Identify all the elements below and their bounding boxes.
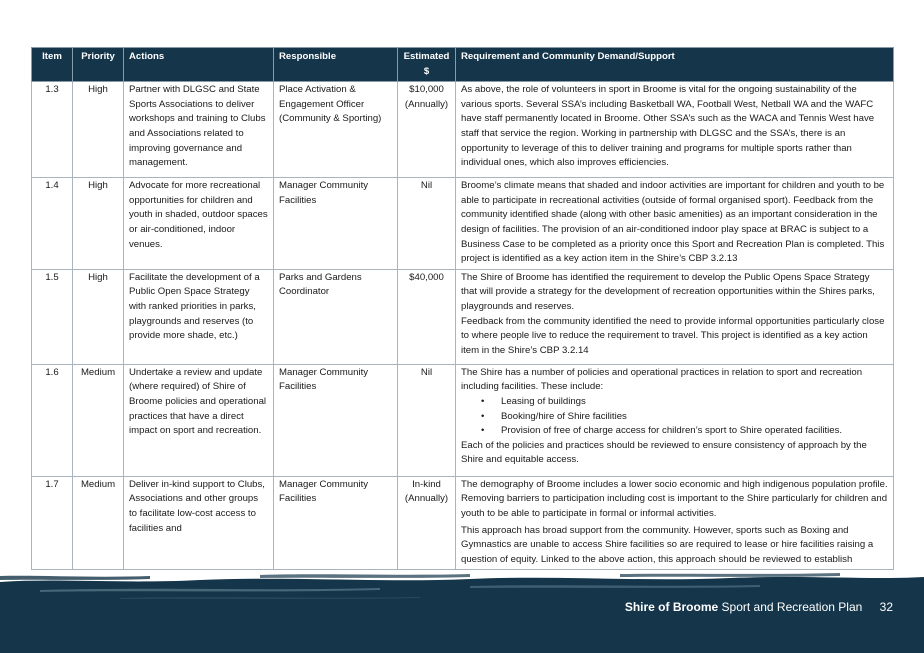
header-requirement: Requirement and Community Demand/Support <box>456 48 894 82</box>
cell-item: 1.3 <box>32 82 73 178</box>
list-item: • Provision of free of charge access for children’s sport to Shire operated facilities. <box>461 424 888 439</box>
header-priority: Priority <box>73 48 124 82</box>
cell-requirement: As above, the role of volunteers in sport in Broome is vital for the ongoing sustainability of the various sports. Several SSA’s including Basketball WA, Football West, Netball WA and the WAFC have staff permanently located in Broome. Other SSA’s such as the WACA and Tennis West have staff that service the region. Working in partnership with DLGSC and the SSA’s, there is an opportunity to leverage of this to deliver training and programs for multiple sports rather than individual ones, which also improves efficiencies. <box>456 82 894 178</box>
action-plan-table <box>31 47 894 570</box>
cell-requirement: Broome’s climate means that shaded and indoor activities are important for children and youth to be able to participate in recreational activities (outside of formal organised sport). Feedback from the community identified shade (along with other basic amenities) as an important consideration in the design of facilities. The provision of an air-conditioned indoor play space at BRAC is subject to a Business Case to be completed as a priority once this Sport and Recreation Plan is completed. This project is identified as a key action item in the Shire’s CBP 3.2.13 <box>456 178 894 270</box>
cell-requirement <box>456 269 894 364</box>
table-row <box>32 364 894 476</box>
requirement-intro: The Shire has a number of policies and operational practices in relation to sport and recreation including facilities. These include: <box>461 366 863 393</box>
footer-org-name: Shire of Broome <box>624 600 719 614</box>
footer-plan-title: Sport and Recreation Plan <box>721 600 863 614</box>
cell-item: 1.6 <box>32 364 73 476</box>
cell-estimated: $10,000 (Annually) <box>398 82 456 178</box>
cell-actions: Partner with DLGSC and State Sports Associations to deliver workshops and training to Clubs and Associations related to improving governance and management. <box>124 82 274 178</box>
cell-priority: Medium <box>73 364 124 476</box>
cell-item: 1.5 <box>32 269 73 364</box>
cell-responsible: Parks and Gardens Coordinator <box>274 269 398 364</box>
cell-estimated: Nil <box>398 364 456 476</box>
cell-actions: Facilitate the development of a Public Open Space Strategy with ranked priorities in parks, playgrounds and reserves (to provide more shade, etc.) <box>124 269 274 364</box>
header-estimated: Estimated $ <box>398 48 456 82</box>
page-number: 32 <box>879 600 893 614</box>
cell-item: 1.7 <box>32 476 73 570</box>
cell-requirement <box>456 364 894 476</box>
cell-responsible: Manager Community Facilities <box>274 364 398 476</box>
requirement-paragraph: This approach has broad support from the community. However, sports such as Boxing and Gymnastics are unable to access Shire facilities so are required to lease or hire facilities raising a question of equity. Linked to the above action, this approach should be reviewed to establish <box>461 524 874 565</box>
requirement-paragraph: Feedback from the community identified the need to provide informal opportunities particularly close to where people live to reduce the requirement to travel. This project is identified as a key action item in the Shire’s CBP 3.2.14 <box>461 315 885 356</box>
cell-priority: High <box>73 178 124 270</box>
table-row <box>32 178 894 270</box>
requirement-paragraph: The Shire of Broome has identified the requirement to develop the Public Opens Space Strategy that will provide a strategy for the development of recreation opportunities within the Shires parks, playgrounds and reserves. <box>461 271 875 312</box>
cell-actions: Undertake a review and update (where required) of Shire of Broome policies and operational practices that have a direct impact on sport and recreation. <box>124 364 274 476</box>
requirement-paragraph: The demography of Broome includes a lower socio economic and high indigenous population profile. Removing barriers to participation including cost is important to the Shire particularly for children and youth to be able to participate in formal or informal activities. <box>461 478 888 519</box>
table-row <box>32 476 894 570</box>
cell-responsible: Place Activation & Engagement Officer (Community & Sporting) <box>274 82 398 178</box>
cell-priority: High <box>73 82 124 178</box>
table-header-row <box>32 48 894 82</box>
table-row <box>32 82 894 178</box>
cell-estimated: In-kind (Annually) <box>398 476 456 570</box>
action-plan-table-container <box>31 47 893 570</box>
cell-responsible: Manager Community Facilities <box>274 178 398 270</box>
cell-requirement <box>456 476 894 570</box>
cell-responsible: Manager Community Facilities <box>274 476 398 570</box>
cell-priority: Medium <box>73 476 124 570</box>
header-item: Item <box>32 48 73 82</box>
cell-estimated: $40,000 <box>398 269 456 364</box>
cell-item: 1.4 <box>32 178 73 270</box>
footer-title <box>625 600 893 614</box>
header-actions: Actions <box>124 48 274 82</box>
table-row <box>32 269 894 364</box>
requirement-bullet-list <box>461 395 888 439</box>
cell-actions: Advocate for more recreational opportunities for children and youth in shaded, outdoor spaces or air-conditioned, indoor venues. <box>124 178 274 270</box>
list-item: • Booking/hire of Shire facilities <box>461 410 888 425</box>
requirement-outro: Each of the policies and practices should be reviewed to ensure consistency of approach by the Shire and equitable access. <box>461 439 867 466</box>
header-responsible: Responsible <box>274 48 398 82</box>
list-item: • Leasing of buildings <box>461 395 888 410</box>
cell-priority: High <box>73 269 124 364</box>
cell-actions: Deliver in-kind support to Clubs, Associations and other groups to facilitate low-cost access to facilities and <box>124 476 274 570</box>
cell-estimated: Nil <box>398 178 456 270</box>
